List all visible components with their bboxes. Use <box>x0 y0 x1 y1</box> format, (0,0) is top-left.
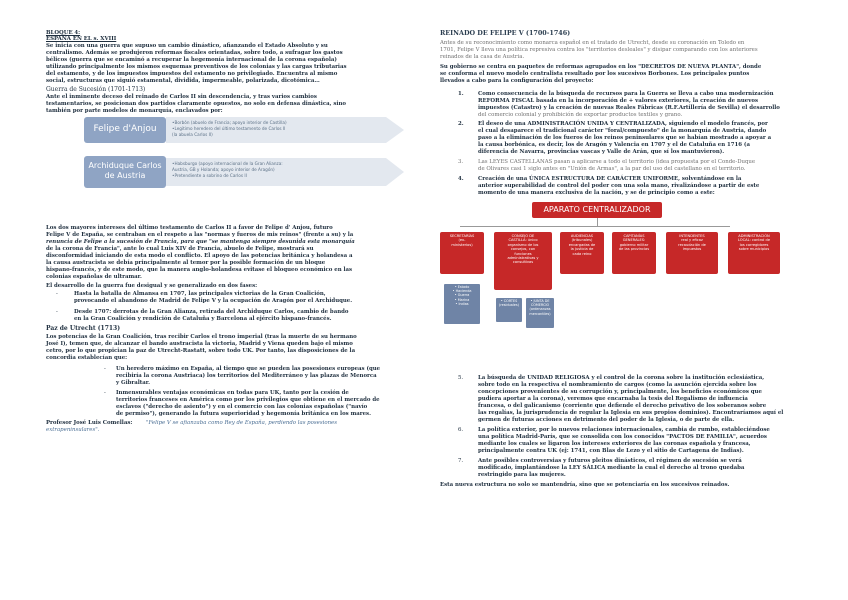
block-heading: BLOQUE 4: <box>46 30 81 36</box>
diagram-box-audiencias: AUDIENCIAS (tribunales) encargadas de la justicia de cada reino <box>560 232 604 274</box>
diagram-sub-junta: • JUNTA DE COMERCIO (ordenanzas mercantiles) <box>526 298 554 328</box>
war-title: Guerra de Sucesión (1701-1713) <box>46 86 146 93</box>
diagram-box-intendentes: INTENDENTES real y eficaz recaudación de impuestos <box>666 232 718 274</box>
closing-line: Esta nueva estructura no solo se mantendría, sino que se potenciaría en los sucesivos reinados. <box>440 482 730 488</box>
block-subheading: ESPAÑA EN EL s. XVIII <box>46 36 117 42</box>
diagram-connector-bar <box>460 226 730 227</box>
phases-intro: El desarrollo de la guerra fue desigual y se generalizado en dos fases: <box>46 283 258 289</box>
felipe-pill: Felipe d'Anjou <box>84 117 166 143</box>
left-column: BLOQUE 4: ESPAÑA EN EL s. XVIII Se inicia con una guerra que supuso un cambio dinástico, afianzando el Estado Absoluto y su centralismo. Además se produjeron reformas fiscales orientadas, sobre todo, a sufragar los gastos bélicos (guerra que se encaminó a recuperar la hegemonía internacional de la corona española) utilizando principalmente los mismos esquemas preventivos de los colonias y las cargas tributarias del estamento, y de los impuestos impuestos del estamento no privilegiado. Encuentra al mismo social, estructuras que siguió estamental, dividida, impermeable, polarizada, dicotómica… Guerra de Sucesión (1701-1713) Ante el inminente deceso del reinado de Carlos II sin descendencia, y tras varios cambios testamentarios, se posicionan dos partidos claramente opuestos, no solo en defensa dinástica, sino también por parte modelos de monarquía, enclavados por: Felipe d'Anjou •Borbón (abuelo de Francia; apoyo interior de Castilla) •Legitimo heredero del último testamento de Carlos II (la abuela Carlos II) Archiduque Carlos de Austria •Habsburgo (apoyo internacional de la Gran Alianza: Austria, GB y Holanda; apoyo interior de Aragón) •Pretendiente a sobrino de Carlos II Los dos mayores intereses del último testamento de Carlos II a favor de Felipe d' Anjou, futuro Felipe V de España, se centraban en el respeto a las "normas y fueros de mis reinos" (frente a su) y la renuncia de Felipe a la sucesión de Francia, para que "se mantenga siempre desunida esta monarquía de la corona de Francia", ante lo cual Luis XIV de Francia, abuelo de Felipe, mostrará su disconformidad iniciando de esta modo el conflicto. El apoyo de las potencias británica y holandesa a la causa austracista se debía principalmente al temor por la posible formación de un bloque hispano-francés, y de este modo, que la manera anglo-holandesa evitase el bloqueo económico en las colonias españolas de ultramar. El desarrollo de la guerra fue desigual y se generalizado en dos fases: - Hasta la batalla de Almansa en 1707, las principales victorias de la Gran Coalición, provocando el abandono de Madrid de Felipe V y la ocupación de Aragón por el Archiduque. - Desde 1707: derrotas de la Gran Alianza, retirada del Archiduque Carlos, cambio de bando en la Gran Coalición y rendición de Cataluña y Barcelona al ejército hispano-francés. Paz de Utrecht (1713) Los potencias de la Gran Coalición, tras recibir Carlos el trono imperial (tras la muerte de su hermano José I), temen que, de alcanzar el bando austracista la victoria, Madrid y Viena queden bajo el mismo cetro, por lo que propician la paz de Utrecht-Rastatt, sobre todo UK. Por tanto, las disposiciones de la concordia establecían que: - Un heredero máximo en España, al tiempo que se pueden las posesiones europeas (que recibiría la corona Austriaca) los territorios del Mediterráneo y las plazas de Menorca y Gibraltar. - Inmensurables ventajas económicas en todas para UK, tanto por la cesión de territorios franceses en América como por los privilegios que obtiene en el mercado de esclavos ("derecho de asiento") y en el comercio con las colonias españolas ("navío de permiso"), generando la futura superioridad y hegemonía británica en los mares. Profesor José Luis Comellas: "Felipe V se afianzaba como Rey de España, perdiendo las posesiones extrapeninsulares". <box>46 0 418 600</box>
diagram-box-consejo: CONSEJO DE CASTILLA: único organismo de los consejos, con funciones administrativas y consultivas <box>494 232 552 290</box>
diagram-box-secretarias: SECRETARÍAS (ex- ministerios) <box>440 232 484 274</box>
diagram-box-local: ADMINISTRACIÓN LOCAL: control de los corregidores sobre municipios <box>728 232 780 274</box>
centralizer-diagram <box>440 202 808 362</box>
diagram-connector-trunk <box>597 218 598 226</box>
diagram-sub-secretarias: • Estado • Hacienda • Guerra • Marina • Indias <box>444 284 480 324</box>
carlos-pill: Archiduque Carlos de Austria <box>84 156 166 188</box>
diagram-sub-cortes: • CORTES (residuales) <box>496 298 522 322</box>
right-column: REINADO DE FELIPE V (1700-1746) Antes de su reconocimiento como monarca español en el tratado de Utrecht, desde su coronación en Toledo en 1701, Felipe V lleva una política represiva contra los "territorios desleales" y disipar comparando con los anteriores reinados de la casa de Austria. Su gobierno se centra en paquetes de reformas agrupados en los "DECRETOS DE NUEVA PLANTA", donde se conforma el nuevo modelo centralista resultado por los sucesivos Borbones. Los principales puntos llevados a cabo para la configuración del proyecto: 1. Como consecuencia de la búsqueda de recursos para la Guerra se lleva a cabo una modernización REFORMA FISCAL basada en la incorporación de + valores exteriores, la creación de nuevos impuestos (Catastro) y la creación de nuevas Reales Fábricas (R.F.Artillería de Sevilla) el desarrollo del comercio colonial y prohibición de exportar productos textiles y grano. 2. El deseo de una ADMINISTRACIÓN UNIDA Y CENTRALIZADA, siguiendo el modelo francés, por el cual desaparece el tradicional carácter "foral/compuesto" de la monarquía de Austria, dando paso a la eliminación de los fueros de los reinos peninsulares que se habían mostrado a apoyar a la causa borbónica, es decir, los de Aragón y Valencia en 1707 y el de Cataluña en 1716 (a diferencia de Navarra, provincias vascas y Valle de Arán, que sí los mantuvieron). 3. Las LEYES CASTELLANAS pasan a aplicarse a todo el territorio (idea propuesta por el Conde-Duque de Olivares casi 1 siglo antes en "Unión de Armas", a la par del uso del castellano en el territorio. 4. Creación de una ÚNICA ESTRUCTURA DE CARÁCTER UNIFORME, solventándose en la anterior superabilidad de control del poder con una sola mano, rivalizándose a partir de este momento de una manera exclusiva de la nación, y se de principio como a este: APARATO CENTRALIZADOR SECRETARÍAS (ex- ministerios) CONSEJO DE CASTILLA: único organismo de los consejos, con funciones administrativas y consultivas AUDIENCIAS (tribunales) encargadas de la justicia de cada reino CAPITANÍAS GENERALES: gobierno militar de las provincias INTENDENTES real y eficaz recaudación de impuestos ADMINISTRACIÓN LOCAL: control de los corregidores sobre municipios • Estado • Hacienda • Guerra • Marina • Indias • CORTES (residuales) • JUNTA DE COMERCIO (ordenanzas mercantiles) 5. La búsqueda de UNIDAD RELIGIOSA y el control de la corona sobre la institución eclesiástica, sobre todo en la respectiva el nombramiento de cargos (como la asunción ejercida sobre los concepciones provenientes de su corrupción y, principalmente, los beneficios económicos que pudiera aportar a la corona), veremos que encarnaba la tesis del Regalismo de influencia francesa, o del galicanismo (corriente que defiende el derecho privativo de los soberanos sobre las regalías, la jurisprudencia de regular la Iglesia en sus propios dominios). Encontraríamos aquí el germen de futuras acciones en detrimento del poder de la Iglesia, o de parte de ella. 6. La política exterior, por lo nuevos relaciones internacionales, cambia de rumbo, estableciéndose una política Madrid-París, que se consolida con los conocidos "PACTOS DE FAMILIA", acuerdos mediante los cuales se ligaron los intereses exteriores de las coronas española y francesa, principalmente contra UK (ej: 1741, con Blas de Lezo y el sitio de Cartagena de Indias). 7. Ante posibles controversias y futuros pleitos dinásticos, el régimen de sucesión se verá modificado, implantándose la LEY SÁLICA mediante la cual el derecho al trono quedaba restringido para las mujeres. Esta nueva estructura no solo se mantendría, sino que se potenciaría en los sucesivos reinados. <box>440 0 808 600</box>
utrecht-title: Paz de Utrecht (1713) <box>46 325 121 332</box>
diagram-title: APARATO CENTRALIZADOR <box>532 202 662 218</box>
diagram-box-capitanias: CAPITANÍAS GENERALES: gobierno militar de las provincias <box>612 232 656 274</box>
reign-title: REINADO DE FELIPE V (1700-1746) <box>440 29 571 37</box>
